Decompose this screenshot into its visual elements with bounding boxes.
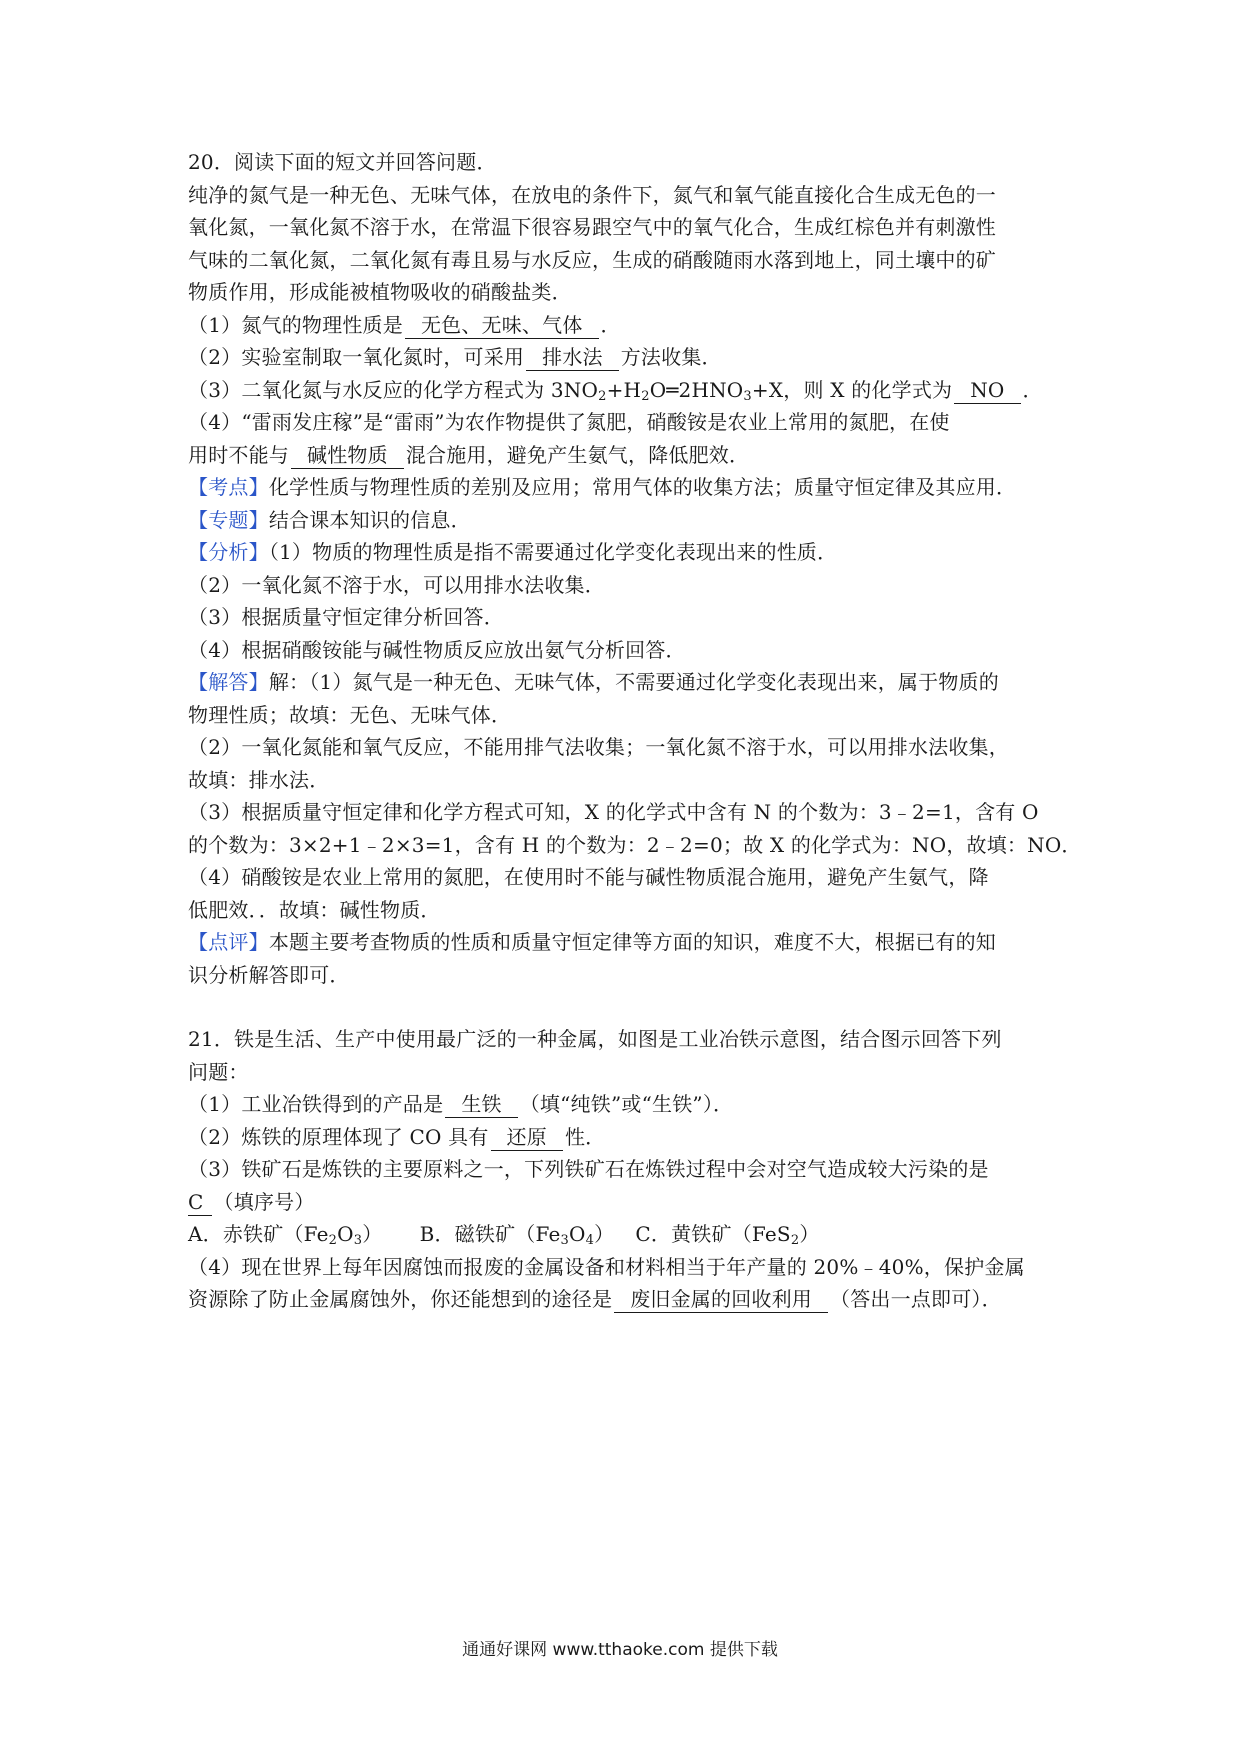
answer-blank: NO [954, 377, 1020, 404]
q20-dianping-line: 识分析解答即可． [188, 962, 350, 987]
q20-zhuanti: 【专题】结合课本知识的信息． [188, 507, 471, 532]
q20-jieda: 【解答】解：（1）氮气是一种无色、无味气体，不需要通过化学变化表现出来，属于物质的 [188, 670, 999, 694]
q20-fenxi-line: （3）根据质量守恒定律分析回答． [188, 605, 504, 629]
q21-options [188, 1218, 1056, 1251]
q20-fenxi-line: （2）一氧化氮不溶于水，可以用排水法收集． [188, 572, 605, 597]
q21-sub1: （1）工业冶铁得到的产品是 生铁 （填“纯铁”或“生铁”）． [188, 1092, 734, 1116]
spacer [188, 991, 1056, 1023]
option-c: C．黄铁矿（FeS$_2$） [635, 1222, 820, 1248]
q21-title: 21．铁是生活、生产中使用最广泛的一种金属，如图是工业冶铁示意图，结合图示回答下列 [188, 1027, 1002, 1051]
q20-title: 20．阅读下面的短文并回答问题． [188, 150, 497, 174]
section-tag: 【专题】 [188, 507, 269, 532]
section-tag: 【点评】 [188, 930, 269, 954]
document-body [188, 146, 1082, 1316]
q21-sub3-line1: （3）铁矿石是炼铁的主要原料之一，下列铁矿石在炼铁过程中会对空气造成较大污染的是 [188, 1157, 989, 1181]
answer-blank: 废旧金属的回收利用 [614, 1286, 828, 1313]
answer-blank: C [188, 1189, 212, 1216]
q20-kaodian: 【考点】化学性质与物理性质的差别及应用；常用气体的收集方法；质量守恒定律及其应用． [188, 475, 1017, 499]
q20-jieda-line: （3）根据质量守恒定律和化学方程式可知，X 的化学式中含有 N 的个数为：3﹣2=1，含有 O [188, 800, 1039, 824]
q21-sub3-line2: C （填序号） [188, 1189, 315, 1214]
answer-blank: 排水法 [526, 344, 619, 371]
q20-jieda-line: 低肥效．．故填：碱性物质． [188, 897, 441, 922]
q20-fenxi-line: （4）根据硝酸铵能与碱性物质反应放出氨气分析回答． [188, 637, 686, 662]
page-footer: 通通好课网 www.tthaoke.com 提供下载 [462, 1640, 778, 1660]
option-b: B．磁铁矿$(Fe_3O_4)$ [419, 1222, 615, 1248]
q20-passage-line: 氧化氮，一氧化氮不溶于水，在常温下很容易跟空气中的氧气化合，生成红棕色并有刺激性 [188, 215, 996, 239]
section-tag: 【解答】 [188, 670, 269, 694]
q20-jieda-line: （4）硝酸铵是农业上常用的氮肥，在使用时不能与碱性物质混合施用，避免产生氨气，降 [188, 865, 989, 889]
answer-blank: 无色、无味、气体 [405, 312, 599, 339]
q21-sub4-line2: 资源除了防止金属腐蚀外，你还能想到的途径是 废旧金属的回收利用 （答出一点即可）． [188, 1287, 1002, 1311]
q20-sub1: （1）氮气的物理性质是 无色、无味、气体 ． [188, 312, 621, 337]
answer-blank: 还原 [491, 1124, 563, 1151]
q20-passage-line: 物质作用，形成能被植物吸收的硝酸盐类． [188, 280, 572, 304]
q20-dianping: 【点评】本题主要考查物质的性质和质量守恒定律等方面的知识，难度不大，根据已有的知 [188, 930, 997, 954]
q20-jieda-line: 故填：排水法． [188, 767, 330, 792]
q20-passage-line: 气味的二氧化氮，二氧化氮有毒且易与水反应，生成的硝酸随雨水落到地上，同土壤中的矿 [188, 247, 996, 272]
q20-jieda-line: 物理性质；故填：无色、无味气体． [188, 702, 512, 727]
q20-jieda-line: 的个数为：3×2+1﹣2×3=1，含有 H 的个数为：2﹣2=0；故 X 的化学式为：NO，故填：NO． [188, 832, 1082, 857]
q20-sub4-line1: （4）“雷雨发庄稼”是“雷雨”为农作物提供了氮肥，硝酸铵是农业上常用的氮肥，在使 [188, 410, 950, 434]
q20-fenxi: 【分析】（1）物质的物理性质是指不需要通过化学变化表现出来的性质． [188, 540, 838, 564]
section-tag: 【分析】 [188, 540, 269, 564]
section-tag: 【考点】 [188, 475, 269, 499]
q21-title-line2: 问题： [188, 1059, 249, 1084]
answer-blank: 碱性物质 [291, 442, 404, 469]
q20-jieda-line: （2）一氧化氮能和氧气反应，不能用排气法收集；一氧化氮不溶于水，可以用排水法收集， [188, 735, 1009, 759]
answer-blank: 生铁 [445, 1091, 517, 1118]
q20-sub2: （2）实验室制取一氧化氮时，可采用 排水法 方法收集． [188, 345, 722, 369]
q20-passage-line: 纯净的氮气是一种无色、无味气体，在放电的条件下，氮气和氧气能直接化合生成无色的一 [188, 182, 996, 207]
q20-sub3: （3）二氧化氮与水反应的化学方程式为 $3NO_2+H_2O═2HNO_3+X$，则 X 的化学式为 NO ． [188, 377, 1043, 404]
q21-sub4-line1: （4）现在世界上每年因腐蚀而报废的金属设备和材料相当于年产量的 20%﹣40%，保护金属 [188, 1254, 1025, 1279]
q21-sub2: （2）炼铁的原理体现了 CO 具有 还原 性． [188, 1124, 606, 1149]
option-a: A．赤铁矿$(Fe_2O_3)$ [188, 1222, 383, 1248]
q20-sub4-line2: 用时不能与 碱性物质 混合施用，避免产生氨气，降低肥效． [188, 442, 750, 467]
